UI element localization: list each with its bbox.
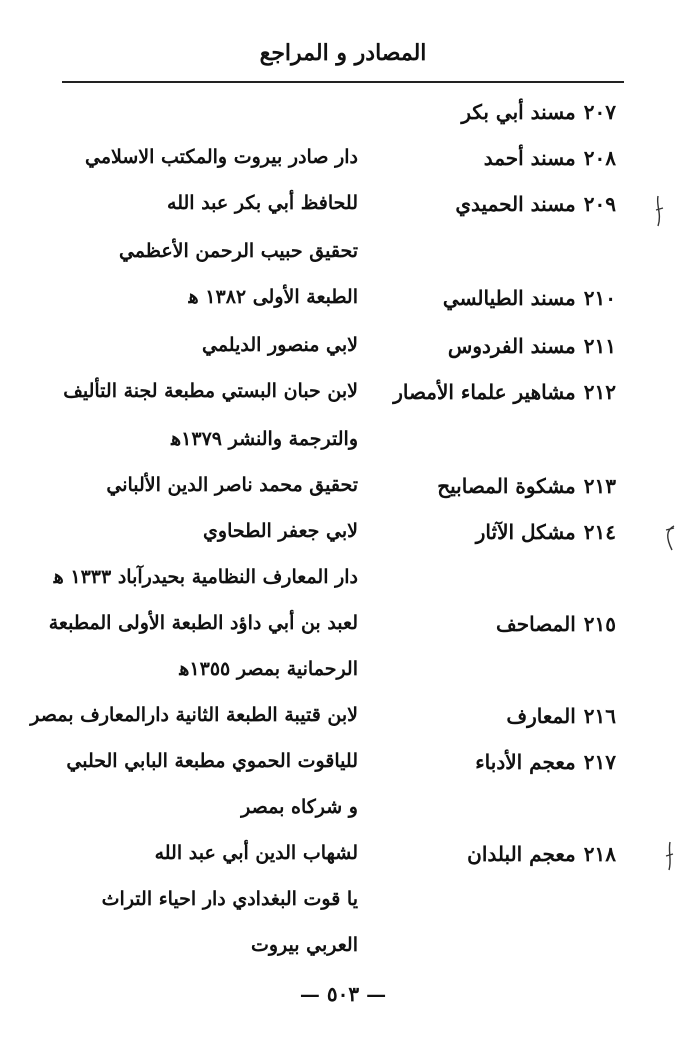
entry-source: للياقوت الحموي مطبعة البابي الحلبي — [66, 750, 358, 772]
entry-source: و شركاه بمصر — [241, 796, 358, 818]
entry-name: مشاهير علماء الأمصار — [393, 380, 576, 404]
entry-title — [475, 750, 616, 774]
entry-number: ٢١٠ — [583, 286, 616, 310]
entry-row — [0, 934, 686, 974]
entry-source: لابي منصور الديلمي — [201, 334, 358, 356]
entry-source: يا قوت البغدادي دار احياء التراث — [101, 888, 358, 910]
entry-name: مشكل الآثار — [475, 520, 576, 544]
entry-row — [0, 704, 686, 744]
entry-name: مسند أبي بكر — [461, 100, 576, 124]
entry-row — [0, 842, 686, 882]
entry-number: ٢١٤ — [583, 520, 616, 544]
entry-source: لابن حبان البستي مطبعة لجنة التأليف — [63, 380, 358, 402]
page-number: — ٥٠٣ — — [299, 982, 387, 1006]
entry-name: المعارف — [506, 704, 576, 728]
entry-title — [608, 566, 616, 590]
entry-title — [443, 286, 616, 310]
entry-number: ٢١٣ — [583, 474, 616, 498]
entry-number: ٢٠٨ — [583, 146, 616, 170]
margin-mark-icon — [664, 836, 676, 876]
entry-source: لعبد بن أبي داؤد الطبعة الأولى المطبعة — [48, 612, 358, 634]
entry-source: لابي جعفر الطحاوي — [203, 520, 358, 542]
entry-row — [0, 520, 686, 560]
entry-number: ٢١٨ — [583, 842, 616, 866]
entry-title — [448, 334, 616, 358]
entry-source: دار المعارف النظامية بحيدرآباد ١٣٣٣ ﻫ — [53, 566, 358, 588]
entry-title — [496, 612, 616, 636]
entry-source: لشهاب الدين أبي عبد الله — [154, 842, 358, 864]
entry-row — [0, 240, 686, 280]
entry-title — [608, 240, 616, 264]
entry-title — [608, 796, 616, 820]
entry-row — [0, 566, 686, 606]
entry-row — [0, 192, 686, 232]
entry-title — [608, 428, 616, 452]
entry-row — [0, 796, 686, 836]
entry-row — [0, 100, 686, 140]
entry-row — [0, 658, 686, 698]
entry-number: ٢١١ — [583, 334, 616, 358]
entry-source: والترجمة والنشر ١٣٧٩ﻫ — [171, 428, 358, 450]
entry-title — [608, 658, 616, 682]
entry-title — [506, 704, 616, 728]
entry-row — [0, 286, 686, 326]
entry-title — [484, 146, 616, 170]
entry-number: ٢٠٩ — [583, 192, 616, 216]
entry-title — [461, 100, 616, 124]
page-header-title: المصادر و المراجع — [259, 40, 427, 66]
entry-source: للحافظ أبي بكر عبد الله — [167, 192, 358, 214]
entry-title — [393, 380, 616, 404]
entry-name: معجم البلدان — [467, 842, 576, 866]
entry-row — [0, 888, 686, 928]
entry-title — [608, 934, 616, 958]
entry-row — [0, 428, 686, 468]
entry-source: الطبعة الأولى ١٣٨٢ ﻫ — [188, 286, 358, 308]
entry-row — [0, 380, 686, 420]
entry-name: مسند الحميدي — [455, 192, 576, 216]
entry-number: ٢١٢ — [583, 380, 616, 404]
margin-mark-icon — [654, 192, 666, 232]
entry-name: مشكوة المصابيح — [437, 474, 576, 498]
entry-number: ٢١٥ — [583, 612, 616, 636]
entry-number: ٢١٧ — [583, 750, 616, 774]
entry-name: معجم الأدباء — [475, 750, 576, 774]
entry-row — [0, 612, 686, 652]
margin-mark-icon — [664, 516, 676, 556]
entry-title — [608, 888, 616, 912]
entry-number: ٢١٦ — [583, 704, 616, 728]
entry-name: مسند الفردوس — [447, 334, 576, 358]
entry-row — [0, 334, 686, 374]
entry-name: المصاحف — [496, 612, 576, 636]
entry-number: ٢٠٧ — [583, 100, 616, 124]
entry-source: دار صادر بيروت والمكتب الاسلامي — [85, 146, 358, 168]
entry-title — [476, 520, 616, 544]
entry-name: مسند الطيالسي — [442, 286, 576, 310]
entry-source: الرحمانية بمصر ١٣٥٥ﻫ — [179, 658, 358, 680]
header-divider — [62, 81, 624, 83]
entry-title — [467, 842, 616, 866]
entry-row — [0, 474, 686, 514]
entry-name: مسند أحمد — [483, 146, 576, 170]
entry-row — [0, 750, 686, 790]
entry-title — [437, 474, 616, 498]
entry-source: العربي بيروت — [250, 934, 358, 956]
entry-row — [0, 146, 686, 186]
entry-source: تحقيق حبيب الرحمن الأعظمي — [118, 240, 358, 262]
entry-title — [455, 192, 616, 216]
entry-source: لابن قتيبة الطبعة الثانية دارالمعارف بمصر — [30, 704, 358, 726]
entry-source: تحقيق محمد ناصر الدين الألباني — [106, 474, 358, 496]
